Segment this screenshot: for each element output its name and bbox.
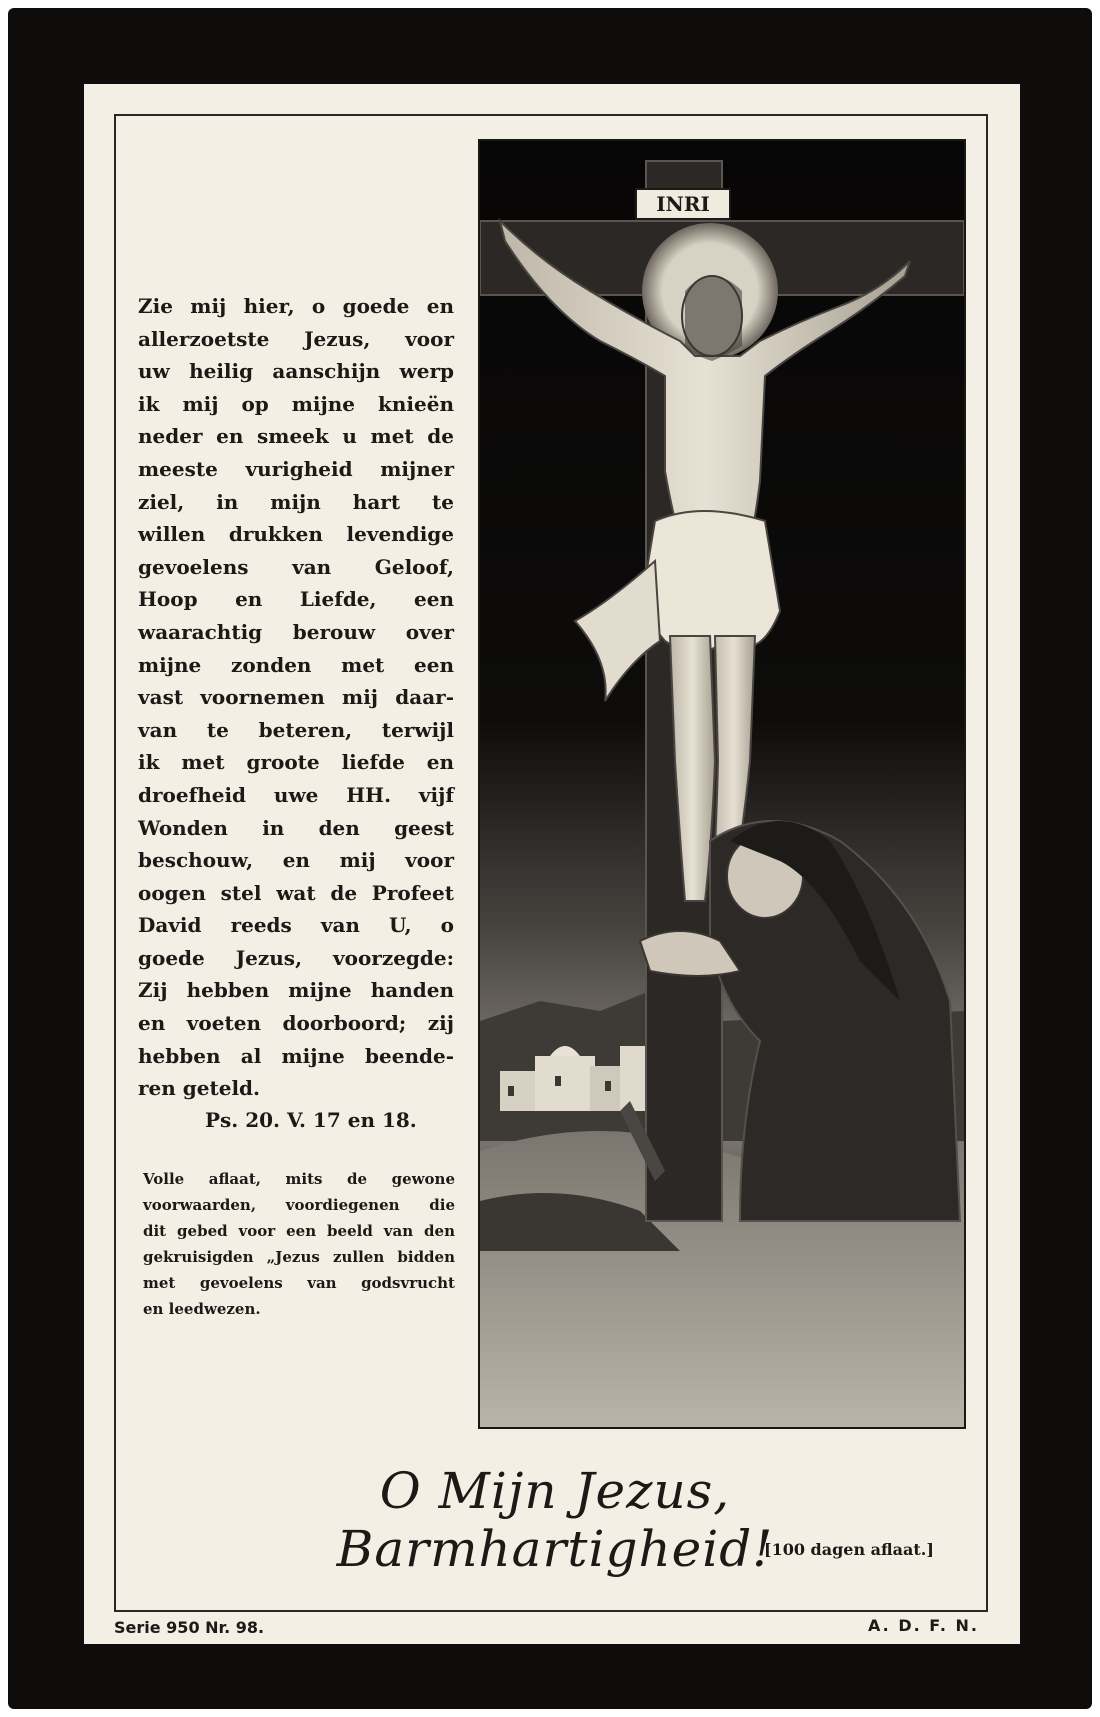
psalm-citation: Ps. 20. V. 17 en 18. [205, 1108, 417, 1132]
prayer-line: meeste vurigheid mijner [138, 456, 454, 481]
indulgence-line: en leedwezen. [143, 1300, 261, 1318]
prayer-line: allerzoetste Jezus, voor [138, 326, 454, 351]
indulgence-line: voorwaarden, voordiegenen die [143, 1196, 455, 1214]
prayer-line: uw heilig aanschijn werp [138, 359, 454, 384]
prayer-line: en voeten doorboord; zij [138, 1011, 454, 1036]
prayer-line: oogen stel wat de Profeet [138, 880, 454, 905]
prayer-line: beschouw, en mij voor [138, 848, 454, 873]
indulgence-line: dit gebed voor een beeld van den [143, 1222, 455, 1240]
prayer-line: Zij hebben mijne handen [138, 978, 454, 1003]
prayer-line: droefheid uwe HH. vijf [138, 782, 454, 807]
prayer-line: hebben al mijne beende- [138, 1043, 454, 1068]
prayer-line: willen drukken levendige [138, 522, 454, 547]
prayer-line: mijne zonden met een [138, 652, 454, 677]
prayer-line: ziel, in mijn hart te [138, 489, 454, 514]
prayer-line: ik met groote liefde en [138, 750, 454, 775]
prayer-line: ik mij op mijne knieën [138, 391, 454, 416]
prayer-line: neder en smeek u met de [138, 424, 454, 449]
prayer-line: David reeds van U, o [138, 913, 454, 938]
prayer-line: gevoelens van Geloof, [138, 554, 454, 579]
prayer-line: van te beteren, terwijl [138, 717, 454, 742]
prayer-line: vast voornemen mij daar- [138, 685, 454, 710]
indulgence-line: Volle aflaat, mits de gewone [143, 1170, 455, 1188]
indulgence-line: gekruisigden „Jezus zullen bidden [143, 1248, 455, 1266]
prayer-line: Hoop en Liefde, een [138, 587, 454, 612]
prayer-line: ren geteld. [138, 1076, 260, 1101]
serie-number: Serie 950 Nr. 98. [114, 1618, 265, 1637]
prayer-line: Wonden in den geest [138, 815, 454, 840]
invocation-title: O Mijn Jezus, Barmhartigheid! [336, 1462, 774, 1578]
indulgence-line: met gevoelens van godsvrucht [143, 1274, 455, 1292]
indulgence-note [143, 1166, 455, 1322]
indulgence-days: [100 dagen aflaat.] [764, 1540, 934, 1559]
crucifixion-illustration [478, 139, 966, 1429]
publisher-initials: A. D. F. N. [868, 1616, 979, 1635]
prayer-line: Zie mij hier, o goede en [138, 294, 454, 318]
prayer-text [138, 290, 454, 1105]
prayer-line: waarachtig berouw over [138, 619, 454, 644]
inri-text: INRI [656, 192, 710, 216]
prayer-line: goede Jezus, voorzegde: [138, 945, 454, 970]
